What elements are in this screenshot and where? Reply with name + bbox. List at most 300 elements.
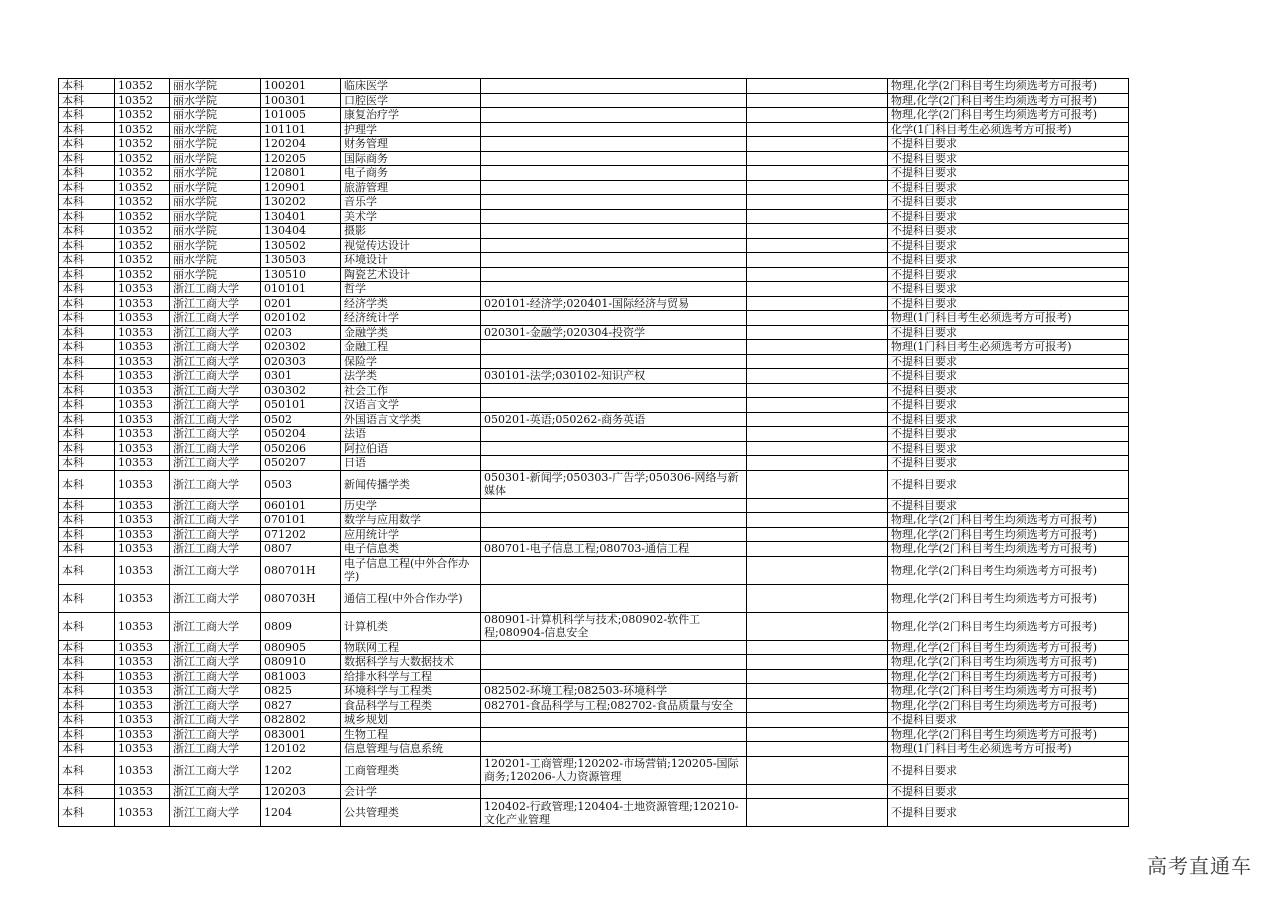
school-name-cell: 浙江工商大学 bbox=[170, 340, 261, 355]
subject-requirement-cell: 不提科目要求 bbox=[888, 799, 1129, 827]
school-name-cell: 浙江工商大学 bbox=[170, 412, 261, 427]
note-cell bbox=[747, 340, 888, 355]
subject-requirement-cell: 物理(1门科目考生必须选考方可报考) bbox=[888, 340, 1129, 355]
major-code-cell: 0503 bbox=[261, 470, 341, 498]
note-cell bbox=[747, 398, 888, 413]
level-cell: 本科 bbox=[59, 713, 115, 728]
school-code-cell: 10353 bbox=[115, 383, 170, 398]
level-cell: 本科 bbox=[59, 108, 115, 123]
note-cell bbox=[747, 166, 888, 181]
level-cell: 本科 bbox=[59, 584, 115, 612]
subject-requirement-cell: 不提科目要求 bbox=[888, 282, 1129, 297]
note-cell bbox=[747, 698, 888, 713]
included-majors-cell bbox=[481, 93, 747, 108]
school-name-cell: 浙江工商大学 bbox=[170, 470, 261, 498]
note-cell bbox=[747, 427, 888, 442]
major-name-cell: 会计学 bbox=[341, 784, 481, 799]
included-majors-cell bbox=[481, 354, 747, 369]
school-name-cell: 浙江工商大学 bbox=[170, 325, 261, 340]
table-row bbox=[59, 727, 1129, 742]
major-name-cell: 给排水科学与工程 bbox=[341, 669, 481, 684]
included-majors-cell bbox=[481, 238, 747, 253]
subject-requirement-cell: 不提科目要求 bbox=[888, 137, 1129, 152]
table-row bbox=[59, 325, 1129, 340]
table-row bbox=[59, 556, 1129, 584]
major-code-cell: 081003 bbox=[261, 669, 341, 684]
included-majors-cell bbox=[481, 267, 747, 282]
major-name-cell: 陶瓷艺术设计 bbox=[341, 267, 481, 282]
table-body bbox=[59, 79, 1129, 827]
subject-requirement-cell: 物理,化学(2门科目考生均须选考方可报考) bbox=[888, 727, 1129, 742]
table-row bbox=[59, 713, 1129, 728]
table-row bbox=[59, 282, 1129, 297]
school-code-cell: 10353 bbox=[115, 655, 170, 670]
major-code-cell: 130503 bbox=[261, 253, 341, 268]
subject-requirement-cell: 物理,化学(2门科目考生均须选考方可报考) bbox=[888, 79, 1129, 94]
note-cell bbox=[747, 684, 888, 699]
subject-requirement-cell: 不提科目要求 bbox=[888, 224, 1129, 239]
major-code-cell: 1202 bbox=[261, 756, 341, 784]
included-majors-cell bbox=[481, 713, 747, 728]
school-code-cell: 10353 bbox=[115, 556, 170, 584]
school-code-cell: 10352 bbox=[115, 93, 170, 108]
school-name-cell: 浙江工商大学 bbox=[170, 398, 261, 413]
school-code-cell: 10353 bbox=[115, 427, 170, 442]
note-cell bbox=[747, 108, 888, 123]
note-cell bbox=[747, 209, 888, 224]
subject-requirement-cell: 不提科目要求 bbox=[888, 412, 1129, 427]
school-code-cell: 10352 bbox=[115, 180, 170, 195]
major-code-cell: 020302 bbox=[261, 340, 341, 355]
school-code-cell: 10352 bbox=[115, 108, 170, 123]
major-code-cell: 130202 bbox=[261, 195, 341, 210]
included-majors-cell bbox=[481, 584, 747, 612]
subject-requirement-cell: 物理,化学(2门科目考生均须选考方可报考) bbox=[888, 513, 1129, 528]
note-cell bbox=[747, 238, 888, 253]
level-cell: 本科 bbox=[59, 311, 115, 326]
major-code-cell: 0809 bbox=[261, 612, 341, 640]
subject-requirement-cell: 物理,化学(2门科目考生均须选考方可报考) bbox=[888, 640, 1129, 655]
school-code-cell: 10352 bbox=[115, 267, 170, 282]
school-name-cell: 浙江工商大学 bbox=[170, 640, 261, 655]
major-code-cell: 071202 bbox=[261, 527, 341, 542]
note-cell bbox=[747, 612, 888, 640]
included-majors-cell bbox=[481, 742, 747, 757]
school-code-cell: 10353 bbox=[115, 470, 170, 498]
major-code-cell: 080703H bbox=[261, 584, 341, 612]
table-row bbox=[59, 383, 1129, 398]
included-majors-cell bbox=[481, 282, 747, 297]
school-code-cell: 10352 bbox=[115, 224, 170, 239]
major-name-cell: 电子信息工程(中外合作办学) bbox=[341, 556, 481, 584]
included-majors-cell bbox=[481, 727, 747, 742]
included-majors-cell bbox=[481, 556, 747, 584]
table-row bbox=[59, 799, 1129, 827]
table-row bbox=[59, 122, 1129, 137]
school-code-cell: 10353 bbox=[115, 584, 170, 612]
watermark-logo: 高考直通车 bbox=[1147, 854, 1252, 878]
included-majors-cell bbox=[481, 456, 747, 471]
included-majors-cell: 120201-工商管理;120202-市场营销;120205-国际商务;120206-人力资源管理 bbox=[481, 756, 747, 784]
subject-requirement-cell: 化学(1门科目考生必须选考方可报考) bbox=[888, 122, 1129, 137]
table-row bbox=[59, 137, 1129, 152]
school-code-cell: 10353 bbox=[115, 456, 170, 471]
level-cell: 本科 bbox=[59, 684, 115, 699]
table-row bbox=[59, 398, 1129, 413]
school-name-cell: 浙江工商大学 bbox=[170, 698, 261, 713]
included-majors-cell bbox=[481, 209, 747, 224]
major-code-cell: 120901 bbox=[261, 180, 341, 195]
included-majors-cell bbox=[481, 108, 747, 123]
major-code-cell: 130510 bbox=[261, 267, 341, 282]
school-name-cell: 浙江工商大学 bbox=[170, 383, 261, 398]
school-name-cell: 浙江工商大学 bbox=[170, 498, 261, 513]
major-name-cell: 物联网工程 bbox=[341, 640, 481, 655]
table-row bbox=[59, 655, 1129, 670]
school-code-cell: 10352 bbox=[115, 151, 170, 166]
note-cell bbox=[747, 742, 888, 757]
school-name-cell: 浙江工商大学 bbox=[170, 799, 261, 827]
table-row bbox=[59, 470, 1129, 498]
major-name-cell: 数学与应用数学 bbox=[341, 513, 481, 528]
included-majors-cell bbox=[481, 513, 747, 528]
subject-requirement-cell: 物理,化学(2门科目考生均须选考方可报考) bbox=[888, 556, 1129, 584]
school-code-cell: 10353 bbox=[115, 784, 170, 799]
school-code-cell: 10353 bbox=[115, 498, 170, 513]
note-cell bbox=[747, 79, 888, 94]
school-name-cell: 浙江工商大学 bbox=[170, 427, 261, 442]
table-row bbox=[59, 612, 1129, 640]
major-name-cell: 财务管理 bbox=[341, 137, 481, 152]
major-code-cell: 080701H bbox=[261, 556, 341, 584]
level-cell: 本科 bbox=[59, 612, 115, 640]
level-cell: 本科 bbox=[59, 655, 115, 670]
major-code-cell: 120205 bbox=[261, 151, 341, 166]
level-cell: 本科 bbox=[59, 253, 115, 268]
included-majors-cell bbox=[481, 441, 747, 456]
included-majors-cell: 082701-食品科学与工程;082702-食品质量与安全 bbox=[481, 698, 747, 713]
subject-requirement-cell: 物理,化学(2门科目考生均须选考方可报考) bbox=[888, 527, 1129, 542]
included-majors-cell bbox=[481, 151, 747, 166]
school-code-cell: 10353 bbox=[115, 354, 170, 369]
note-cell bbox=[747, 93, 888, 108]
table-row bbox=[59, 456, 1129, 471]
included-majors-cell bbox=[481, 166, 747, 181]
subject-requirement-cell: 不提科目要求 bbox=[888, 195, 1129, 210]
subject-requirement-cell: 不提科目要求 bbox=[888, 325, 1129, 340]
major-name-cell: 环境设计 bbox=[341, 253, 481, 268]
school-code-cell: 10352 bbox=[115, 137, 170, 152]
major-name-cell: 哲学 bbox=[341, 282, 481, 297]
level-cell: 本科 bbox=[59, 151, 115, 166]
major-name-cell: 经济统计学 bbox=[341, 311, 481, 326]
included-majors-cell bbox=[481, 640, 747, 655]
table-row bbox=[59, 527, 1129, 542]
major-name-cell: 康复治疗学 bbox=[341, 108, 481, 123]
level-cell: 本科 bbox=[59, 441, 115, 456]
school-code-cell: 10353 bbox=[115, 527, 170, 542]
school-code-cell: 10353 bbox=[115, 756, 170, 784]
school-name-cell: 浙江工商大学 bbox=[170, 742, 261, 757]
school-name-cell: 浙江工商大学 bbox=[170, 655, 261, 670]
subject-requirement-cell: 物理,化学(2门科目考生均须选考方可报考) bbox=[888, 655, 1129, 670]
table-row bbox=[59, 238, 1129, 253]
school-name-cell: 丽水学院 bbox=[170, 108, 261, 123]
school-name-cell: 丽水学院 bbox=[170, 209, 261, 224]
note-cell bbox=[747, 640, 888, 655]
included-majors-cell bbox=[481, 383, 747, 398]
major-code-cell: 101101 bbox=[261, 122, 341, 137]
subject-requirement-cell: 物理(1门科目考生必须选考方可报考) bbox=[888, 742, 1129, 757]
school-code-cell: 10353 bbox=[115, 713, 170, 728]
level-cell: 本科 bbox=[59, 122, 115, 137]
included-majors-cell: 030101-法学;030102-知识产权 bbox=[481, 369, 747, 384]
school-code-cell: 10352 bbox=[115, 238, 170, 253]
major-name-cell: 临床医学 bbox=[341, 79, 481, 94]
major-code-cell: 0827 bbox=[261, 698, 341, 713]
major-name-cell: 美术学 bbox=[341, 209, 481, 224]
school-name-cell: 丽水学院 bbox=[170, 79, 261, 94]
school-name-cell: 浙江工商大学 bbox=[170, 784, 261, 799]
subject-requirement-cell: 不提科目要求 bbox=[888, 784, 1129, 799]
note-cell bbox=[747, 669, 888, 684]
note-cell bbox=[747, 325, 888, 340]
level-cell: 本科 bbox=[59, 282, 115, 297]
major-name-cell: 环境科学与工程类 bbox=[341, 684, 481, 699]
school-name-cell: 浙江工商大学 bbox=[170, 282, 261, 297]
school-name-cell: 丽水学院 bbox=[170, 267, 261, 282]
table-row bbox=[59, 684, 1129, 699]
subject-requirement-cell: 不提科目要求 bbox=[888, 238, 1129, 253]
school-code-cell: 10353 bbox=[115, 369, 170, 384]
school-name-cell: 丽水学院 bbox=[170, 224, 261, 239]
school-code-cell: 10353 bbox=[115, 412, 170, 427]
school-code-cell: 10352 bbox=[115, 166, 170, 181]
subject-requirement-cell: 不提科目要求 bbox=[888, 498, 1129, 513]
level-cell: 本科 bbox=[59, 398, 115, 413]
table-row bbox=[59, 108, 1129, 123]
table-row bbox=[59, 166, 1129, 181]
subject-requirement-cell: 不提科目要求 bbox=[888, 470, 1129, 498]
school-code-cell: 10352 bbox=[115, 79, 170, 94]
level-cell: 本科 bbox=[59, 383, 115, 398]
level-cell: 本科 bbox=[59, 369, 115, 384]
major-name-cell: 金融工程 bbox=[341, 340, 481, 355]
level-cell: 本科 bbox=[59, 742, 115, 757]
level-cell: 本科 bbox=[59, 93, 115, 108]
school-name-cell: 丽水学院 bbox=[170, 238, 261, 253]
table-row bbox=[59, 180, 1129, 195]
table-row bbox=[59, 441, 1129, 456]
note-cell bbox=[747, 180, 888, 195]
included-majors-cell bbox=[481, 340, 747, 355]
level-cell: 本科 bbox=[59, 195, 115, 210]
table-row bbox=[59, 209, 1129, 224]
school-code-cell: 10353 bbox=[115, 684, 170, 699]
table-row bbox=[59, 640, 1129, 655]
school-code-cell: 10353 bbox=[115, 513, 170, 528]
major-code-cell: 083001 bbox=[261, 727, 341, 742]
subject-requirement-cell: 物理,化学(2门科目考生均须选考方可报考) bbox=[888, 698, 1129, 713]
school-code-cell: 10353 bbox=[115, 296, 170, 311]
school-name-cell: 浙江工商大学 bbox=[170, 584, 261, 612]
school-name-cell: 浙江工商大学 bbox=[170, 456, 261, 471]
school-name-cell: 浙江工商大学 bbox=[170, 354, 261, 369]
note-cell bbox=[747, 655, 888, 670]
level-cell: 本科 bbox=[59, 209, 115, 224]
note-cell bbox=[747, 296, 888, 311]
table-row bbox=[59, 427, 1129, 442]
included-majors-cell: 050301-新闻学;050303-广告学;050306-网络与新媒体 bbox=[481, 470, 747, 498]
table-row bbox=[59, 253, 1129, 268]
subject-requirement-cell: 物理,化学(2门科目考生均须选考方可报考) bbox=[888, 612, 1129, 640]
note-cell bbox=[747, 311, 888, 326]
note-cell bbox=[747, 122, 888, 137]
note-cell bbox=[747, 756, 888, 784]
level-cell: 本科 bbox=[59, 556, 115, 584]
note-cell bbox=[747, 282, 888, 297]
major-name-cell: 金融学类 bbox=[341, 325, 481, 340]
subject-requirement-cell: 不提科目要求 bbox=[888, 383, 1129, 398]
subject-requirement-cell: 不提科目要求 bbox=[888, 354, 1129, 369]
major-code-cell: 120203 bbox=[261, 784, 341, 799]
major-name-cell: 口腔医学 bbox=[341, 93, 481, 108]
note-cell bbox=[747, 151, 888, 166]
major-name-cell: 经济学类 bbox=[341, 296, 481, 311]
level-cell: 本科 bbox=[59, 698, 115, 713]
school-name-cell: 丽水学院 bbox=[170, 137, 261, 152]
major-code-cell: 010101 bbox=[261, 282, 341, 297]
level-cell: 本科 bbox=[59, 640, 115, 655]
major-name-cell: 法学类 bbox=[341, 369, 481, 384]
school-code-cell: 10353 bbox=[115, 799, 170, 827]
school-name-cell: 丽水学院 bbox=[170, 166, 261, 181]
table-row bbox=[59, 151, 1129, 166]
major-code-cell: 120204 bbox=[261, 137, 341, 152]
major-name-cell: 新闻传播学类 bbox=[341, 470, 481, 498]
included-majors-cell bbox=[481, 498, 747, 513]
major-code-cell: 080905 bbox=[261, 640, 341, 655]
school-code-cell: 10353 bbox=[115, 640, 170, 655]
school-name-cell: 浙江工商大学 bbox=[170, 369, 261, 384]
included-majors-cell bbox=[481, 122, 747, 137]
major-code-cell: 0301 bbox=[261, 369, 341, 384]
school-code-cell: 10353 bbox=[115, 282, 170, 297]
table-row bbox=[59, 784, 1129, 799]
note-cell bbox=[747, 713, 888, 728]
included-majors-cell: 120402-行政管理;120404-土地资源管理;120210-文化产业管理 bbox=[481, 799, 747, 827]
major-name-cell: 阿拉伯语 bbox=[341, 441, 481, 456]
level-cell: 本科 bbox=[59, 756, 115, 784]
level-cell: 本科 bbox=[59, 727, 115, 742]
level-cell: 本科 bbox=[59, 180, 115, 195]
major-name-cell: 食品科学与工程类 bbox=[341, 698, 481, 713]
subject-requirement-cell: 物理(1门科目考生必须选考方可报考) bbox=[888, 311, 1129, 326]
major-code-cell: 050207 bbox=[261, 456, 341, 471]
school-code-cell: 10352 bbox=[115, 122, 170, 137]
school-name-cell: 浙江工商大学 bbox=[170, 727, 261, 742]
subject-requirement-cell: 物理,化学(2门科目考生均须选考方可报考) bbox=[888, 542, 1129, 557]
level-cell: 本科 bbox=[59, 224, 115, 239]
school-name-cell: 浙江工商大学 bbox=[170, 441, 261, 456]
level-cell: 本科 bbox=[59, 427, 115, 442]
major-name-cell: 音乐学 bbox=[341, 195, 481, 210]
level-cell: 本科 bbox=[59, 513, 115, 528]
major-name-cell: 信息管理与信息系统 bbox=[341, 742, 481, 757]
school-name-cell: 浙江工商大学 bbox=[170, 513, 261, 528]
included-majors-cell: 082502-环境工程;082503-环境科学 bbox=[481, 684, 747, 699]
note-cell bbox=[747, 584, 888, 612]
major-code-cell: 130401 bbox=[261, 209, 341, 224]
school-code-cell: 10353 bbox=[115, 742, 170, 757]
major-name-cell: 电子信息类 bbox=[341, 542, 481, 557]
school-code-cell: 10352 bbox=[115, 195, 170, 210]
table-row bbox=[59, 742, 1129, 757]
major-code-cell: 080910 bbox=[261, 655, 341, 670]
note-cell bbox=[747, 137, 888, 152]
major-name-cell: 电子商务 bbox=[341, 166, 481, 181]
included-majors-cell: 080701-电子信息工程;080703-通信工程 bbox=[481, 542, 747, 557]
subject-requirement-cell: 不提科目要求 bbox=[888, 756, 1129, 784]
major-code-cell: 050204 bbox=[261, 427, 341, 442]
note-cell bbox=[747, 412, 888, 427]
major-name-cell: 国际商务 bbox=[341, 151, 481, 166]
subject-requirement-cell: 不提科目要求 bbox=[888, 267, 1129, 282]
note-cell bbox=[747, 369, 888, 384]
level-cell: 本科 bbox=[59, 784, 115, 799]
major-code-cell: 0201 bbox=[261, 296, 341, 311]
included-majors-cell bbox=[481, 655, 747, 670]
level-cell: 本科 bbox=[59, 79, 115, 94]
school-code-cell: 10352 bbox=[115, 209, 170, 224]
major-name-cell: 数据科学与大数据技术 bbox=[341, 655, 481, 670]
table-row bbox=[59, 340, 1129, 355]
school-name-cell: 浙江工商大学 bbox=[170, 669, 261, 684]
subject-requirement-cell: 不提科目要求 bbox=[888, 296, 1129, 311]
subject-requirement-cell: 物理,化学(2门科目考生均须选考方可报考) bbox=[888, 684, 1129, 699]
included-majors-cell bbox=[481, 195, 747, 210]
note-cell bbox=[747, 354, 888, 369]
subject-requirement-cell: 不提科目要求 bbox=[888, 456, 1129, 471]
table-row bbox=[59, 412, 1129, 427]
subject-requirement-cell: 不提科目要求 bbox=[888, 713, 1129, 728]
level-cell: 本科 bbox=[59, 456, 115, 471]
table-row bbox=[59, 584, 1129, 612]
level-cell: 本科 bbox=[59, 340, 115, 355]
included-majors-cell bbox=[481, 224, 747, 239]
major-name-cell: 历史学 bbox=[341, 498, 481, 513]
table-row bbox=[59, 513, 1129, 528]
school-name-cell: 丽水学院 bbox=[170, 253, 261, 268]
major-code-cell: 120801 bbox=[261, 166, 341, 181]
major-name-cell: 工商管理类 bbox=[341, 756, 481, 784]
included-majors-cell bbox=[481, 137, 747, 152]
level-cell: 本科 bbox=[59, 267, 115, 282]
major-code-cell: 060101 bbox=[261, 498, 341, 513]
included-majors-cell bbox=[481, 527, 747, 542]
school-code-cell: 10353 bbox=[115, 727, 170, 742]
subject-requirements-table bbox=[58, 78, 1129, 827]
school-name-cell: 浙江工商大学 bbox=[170, 527, 261, 542]
level-cell: 本科 bbox=[59, 799, 115, 827]
major-name-cell: 公共管理类 bbox=[341, 799, 481, 827]
major-name-cell: 法语 bbox=[341, 427, 481, 442]
school-name-cell: 浙江工商大学 bbox=[170, 713, 261, 728]
table-row bbox=[59, 669, 1129, 684]
school-name-cell: 浙江工商大学 bbox=[170, 556, 261, 584]
subject-requirement-cell: 物理,化学(2门科目考生均须选考方可报考) bbox=[888, 108, 1129, 123]
included-majors-cell: 020101-经济学;020401-国际经济与贸易 bbox=[481, 296, 747, 311]
